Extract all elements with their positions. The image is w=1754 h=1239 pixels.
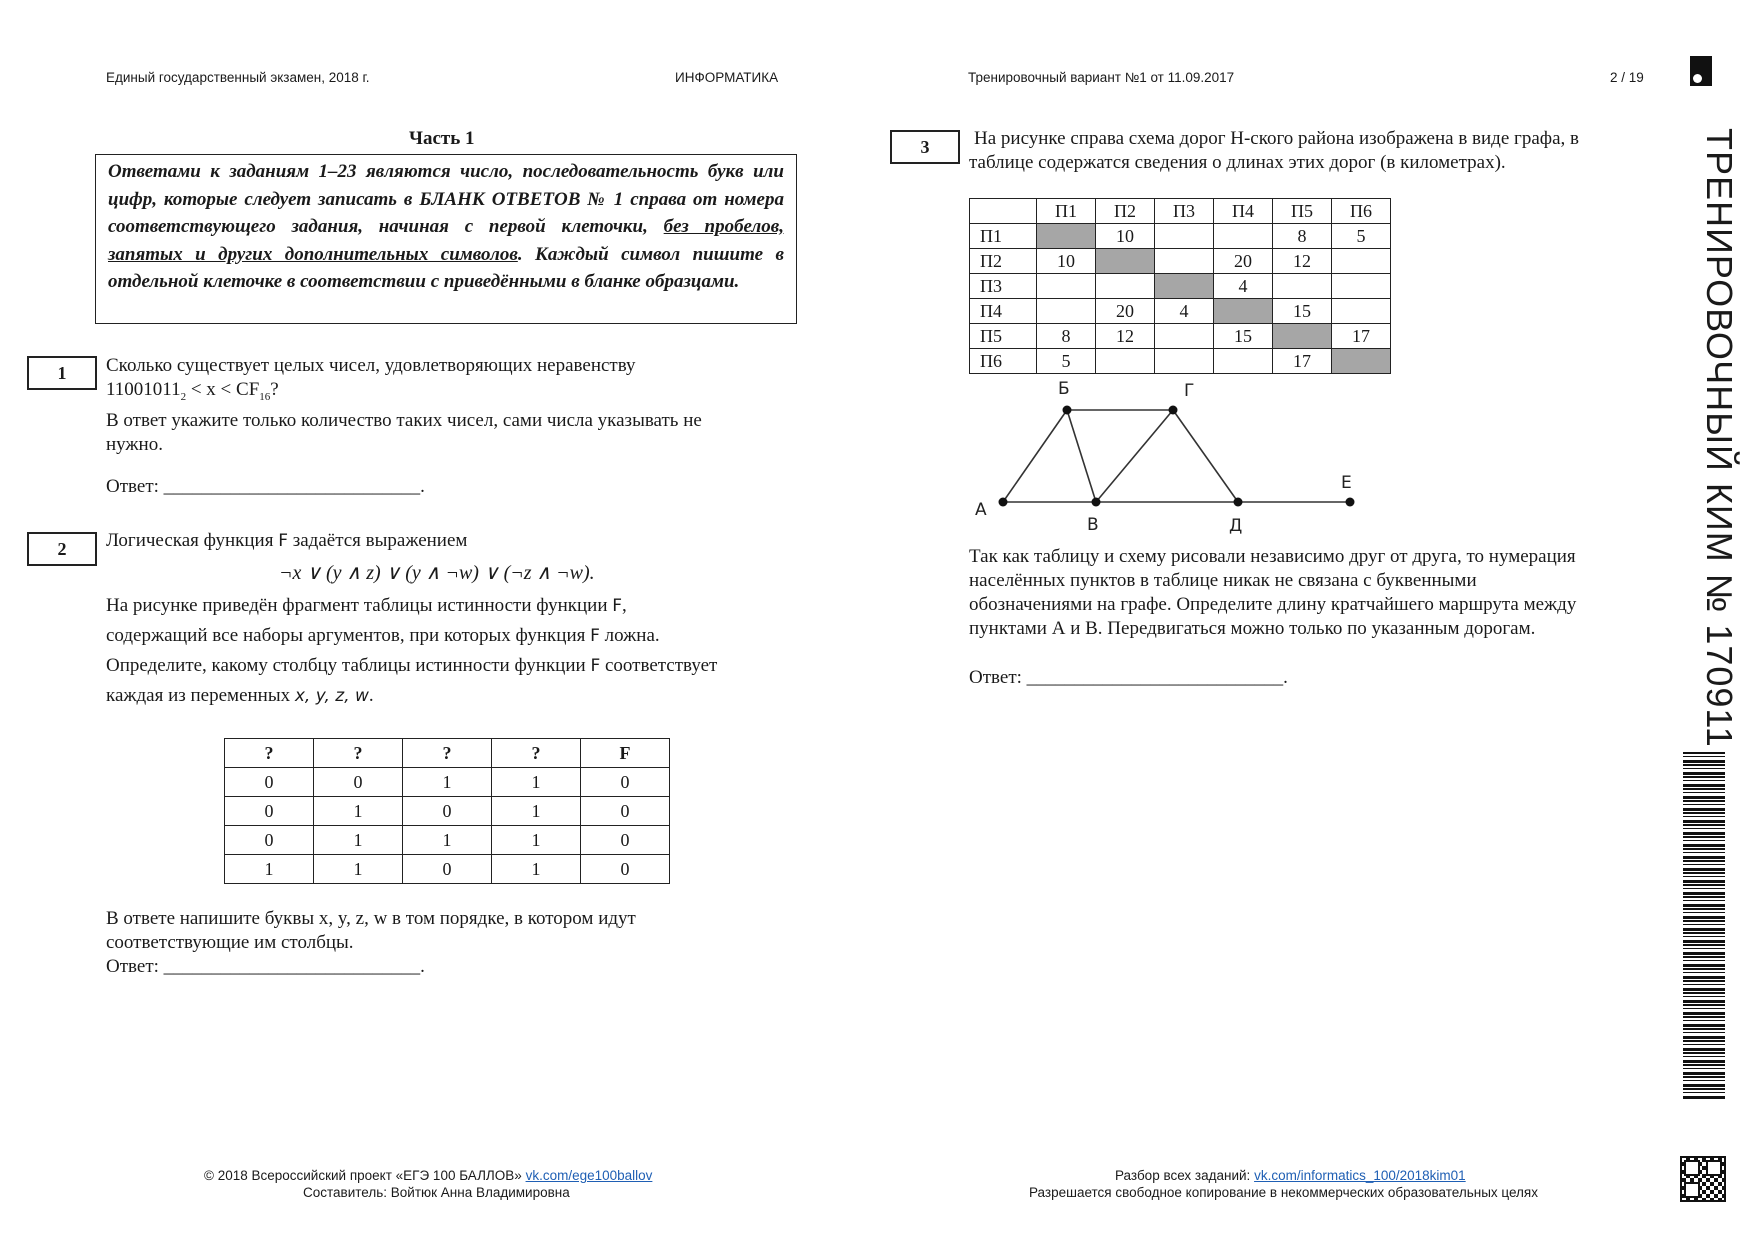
- truth-cell: 1: [492, 768, 581, 797]
- distance-cell: [1273, 274, 1332, 299]
- node-b: [1063, 406, 1072, 415]
- distance-cell: 17: [1332, 324, 1391, 349]
- task-number-box-2: 2: [27, 532, 97, 566]
- distance-row-label: П1: [970, 224, 1037, 249]
- task2-after-text: [106, 907, 636, 979]
- truth-table-row: [225, 797, 670, 826]
- distance-cell: 8: [1037, 324, 1096, 349]
- task-number-box-1: 1: [27, 356, 97, 390]
- task1-line1: Сколько существует целых чисел, удовлетворяющих неравенству: [106, 355, 636, 376]
- node-v: [1092, 498, 1101, 507]
- distance-table-row: [970, 249, 1391, 274]
- distance-header-cell: П1: [1037, 199, 1096, 224]
- corner-marker-icon: [1690, 56, 1712, 86]
- truth-cell: 1: [314, 855, 403, 884]
- task2-after2: соответствующие им столбцы.: [106, 932, 354, 953]
- distance-header-cell: П6: [1332, 199, 1391, 224]
- distance-row-label: П4: [970, 299, 1037, 324]
- distance-cell: [1332, 249, 1391, 274]
- task2-p3-a: Определите, какому столбцу таблицы истинности функции: [106, 655, 591, 676]
- truth-header-cell: ?: [314, 739, 403, 768]
- distance-cell: [1037, 274, 1096, 299]
- truth-table-row: [225, 855, 670, 884]
- task2-formula: ¬x ∨ (y ∧ z) ∨ (y ∧ ¬w) ∨ (¬z ∧ ¬w).: [279, 562, 595, 584]
- distance-header-cell: П4: [1214, 199, 1273, 224]
- footer-link-informatics[interactable]: vk.com/informatics_100/2018kim01: [1254, 1168, 1466, 1183]
- task1-line4: нужно.: [106, 433, 163, 455]
- distance-cell: 20: [1096, 299, 1155, 324]
- distance-cell: 17: [1273, 349, 1332, 374]
- distance-table-row: [970, 324, 1391, 349]
- task2-intro-f: F: [278, 531, 288, 551]
- distance-table-row: [970, 274, 1391, 299]
- task3-line2: таблице содержатся сведения о длинах этих дорог (в километрах).: [969, 152, 1506, 173]
- edge-g-d: [1173, 410, 1238, 502]
- distance-cell: [1037, 299, 1096, 324]
- header-page-number: 2 / 19: [1610, 70, 1644, 85]
- distance-row-label: П6: [970, 349, 1037, 374]
- footer-analysis-text: Разбор всех заданий:: [1115, 1168, 1255, 1183]
- distance-cell: 10: [1096, 224, 1155, 249]
- ineq-base-2: 2: [180, 390, 187, 403]
- task3-text2: населённых пунктов в таблице никак не связана с буквенными: [969, 570, 1477, 591]
- footer-author: Составитель: Войтюк Анна Владимировна: [303, 1185, 570, 1200]
- edge-v-g: [1096, 410, 1173, 502]
- truth-cell: 1: [403, 768, 492, 797]
- instructions-text-a: Ответами к заданиям 1–23 являются число, последовательность букв или цифр, которые следует записать в БЛАНК ОТВЕТОВ № 1 справа от номера соответствующего задания, начиная с первой клеточки,: [108, 161, 784, 237]
- task2-intro-a: Логическая функция: [106, 530, 279, 551]
- distance-header-cell: [970, 199, 1037, 224]
- task2-p4-a: каждая из переменных: [106, 685, 295, 706]
- distance-cell: 12: [1273, 249, 1332, 274]
- task2-p3: [106, 651, 806, 681]
- task3-text4: пунктами А и В. Передвигаться можно только по указанным дорогам.: [969, 618, 1536, 639]
- task2-p1-b: ,: [622, 595, 627, 616]
- task1-line3: В ответ укажите только количество таких чисел, сами числа указывать не: [106, 409, 702, 431]
- task3-answer-line[interactable]: Ответ: ___________________________.: [969, 667, 1288, 688]
- task2-after1: В ответе напишите буквы x, y, z, w в том порядке, в котором идут: [106, 908, 636, 929]
- task3-intro: [969, 127, 1579, 175]
- distance-cell: 12: [1096, 324, 1155, 349]
- distance-cell: [1155, 224, 1214, 249]
- truth-cell: 0: [581, 855, 670, 884]
- distance-header-cell: П3: [1155, 199, 1214, 224]
- task3-text1: Так как таблицу и схему рисовали независимо друг от друга, то нумерация: [969, 546, 1576, 567]
- task1-inequality: [106, 378, 806, 409]
- distance-cell: 4: [1155, 299, 1214, 324]
- distance-cell: [1332, 274, 1391, 299]
- task2-intro-b: задаётся выражением: [287, 530, 468, 551]
- task2-p1-a: На рисунке приведён фрагмент таблицы истинности функции: [106, 595, 613, 616]
- distance-cell: 5: [1332, 224, 1391, 249]
- distance-cell: 20: [1214, 249, 1273, 274]
- instructions-text-underlined: без пробелов, запятых и других дополнительных символов: [108, 216, 784, 265]
- truth-cell: 0: [581, 826, 670, 855]
- task2-p4-b: .: [368, 685, 374, 706]
- distance-table: [969, 198, 1391, 374]
- distance-cell-shaded: [1037, 224, 1096, 249]
- node-e: [1346, 498, 1355, 507]
- distance-table-header: [970, 199, 1391, 224]
- truth-cell: 1: [492, 826, 581, 855]
- truth-header-cell: F: [581, 739, 670, 768]
- truth-header-cell: ?: [492, 739, 581, 768]
- node-a: [999, 498, 1008, 507]
- distance-cell: [1155, 324, 1214, 349]
- distance-cell: 15: [1273, 299, 1332, 324]
- distance-cell: 10: [1037, 249, 1096, 274]
- truth-cell: 0: [581, 797, 670, 826]
- task2-p2: [106, 621, 806, 651]
- task2-p2-f: F: [590, 626, 600, 646]
- truth-cell: 1: [492, 855, 581, 884]
- barcode-icon: [1683, 752, 1725, 1100]
- task2-p2-b: ложна.: [599, 625, 660, 646]
- task2-p3-f: F: [590, 656, 601, 676]
- distance-cell: 5: [1037, 349, 1096, 374]
- footer-analysis: [1115, 1168, 1466, 1183]
- vertical-kim-title: ТРЕНИРОВОЧНЫЙ КИМ № 170911: [1699, 128, 1740, 748]
- truth-cell: 0: [403, 797, 492, 826]
- ineq-middle: < x < CF: [186, 379, 260, 400]
- task2-p4: [106, 681, 806, 711]
- distance-header-cell: П5: [1273, 199, 1332, 224]
- edge-a-b: [1003, 410, 1067, 502]
- distance-cell: [1332, 299, 1391, 324]
- task-number-box-3: 3: [890, 130, 960, 164]
- distance-table-row: [970, 299, 1391, 324]
- truth-header-cell: ?: [403, 739, 492, 768]
- header-variant: Тренировочный вариант №1 от 11.09.2017: [968, 70, 1235, 85]
- label-g: Г: [1184, 381, 1195, 401]
- label-e: Е: [1341, 473, 1352, 493]
- distance-cell: [1096, 274, 1155, 299]
- instructions-text-b: . Каждый символ пишите в отдельной клеточке в соответствии с приведёнными в бланке образцами.: [108, 243, 784, 292]
- footer-copyright-text: © 2018 Всероссийский проект «ЕГЭ 100 БАЛЛОВ»: [204, 1168, 526, 1183]
- task2-p1: [106, 591, 806, 621]
- distance-cell: 8: [1273, 224, 1332, 249]
- label-d: Д: [1229, 516, 1243, 536]
- task3-explanation: [969, 545, 1576, 641]
- distance-cell-shaded: [1155, 274, 1214, 299]
- header-exam: Единый государственный экзамен, 2018 г.: [106, 70, 370, 85]
- task2-p3-b: соответствует: [600, 655, 718, 676]
- distance-row-label: П5: [970, 324, 1037, 349]
- instructions-box: [95, 154, 797, 324]
- distance-cell: [1214, 224, 1273, 249]
- truth-cell: 0: [314, 768, 403, 797]
- node-d: [1234, 498, 1243, 507]
- distance-cell: 15: [1214, 324, 1273, 349]
- truth-table-row: [225, 826, 670, 855]
- truth-cell: 0: [403, 855, 492, 884]
- truth-cell: 0: [225, 797, 314, 826]
- truth-cell: 1: [225, 855, 314, 884]
- truth-cell: 1: [403, 826, 492, 855]
- truth-cell: 1: [314, 797, 403, 826]
- task3-text3: обозначениями на графе. Определите длину кратчайшего маршрута между: [969, 594, 1577, 615]
- truth-cell: 0: [225, 826, 314, 855]
- truth-cell: 1: [314, 826, 403, 855]
- qr-code-icon[interactable]: [1680, 1156, 1726, 1202]
- task3-line1: На рисунке справа схема дорог Н-ского района изображена в виде графа, в: [974, 128, 1579, 149]
- truth-cell: 0: [225, 768, 314, 797]
- label-v: В: [1087, 515, 1099, 535]
- distance-table-row: [970, 224, 1391, 249]
- label-b: Б: [1058, 379, 1070, 399]
- header-subject: ИНФОРМАТИКА: [675, 70, 779, 85]
- part-title: Часть 1: [409, 128, 475, 149]
- road-graph: [960, 370, 1370, 540]
- distance-cell-shaded: [1273, 324, 1332, 349]
- task2-p1-f: F: [612, 596, 623, 616]
- distance-row-label: П3: [970, 274, 1037, 299]
- ineq-end: ?: [270, 379, 279, 400]
- task1-answer-line[interactable]: Ответ: ___________________________.: [106, 476, 425, 497]
- task2-description: [106, 591, 806, 711]
- truth-header-cell: ?: [225, 739, 314, 768]
- truth-table-row: [225, 768, 670, 797]
- distance-cell-shaded: [1214, 299, 1273, 324]
- node-g: [1169, 406, 1178, 415]
- truth-table-header: [225, 739, 670, 768]
- truth-table: [224, 738, 670, 884]
- distance-cell: [1155, 249, 1214, 274]
- distance-cell: 4: [1214, 274, 1273, 299]
- ineq-base-16: 16: [259, 390, 271, 403]
- distance-header-cell: П2: [1096, 199, 1155, 224]
- footer-link-ege100[interactable]: vk.com/ege100ballov: [525, 1168, 653, 1183]
- footer-copy-permission: Разрешается свободное копирование в некоммерческих образовательных целях: [1029, 1185, 1538, 1200]
- label-a: А: [975, 500, 987, 520]
- distance-cell-shaded: [1096, 249, 1155, 274]
- truth-cell: 1: [492, 797, 581, 826]
- task2-p2-a: содержащий все наборы аргументов, при которых функция: [106, 625, 591, 646]
- distance-row-label: П2: [970, 249, 1037, 274]
- task2-answer-line[interactable]: Ответ: ___________________________.: [106, 956, 425, 977]
- ineq-binary: 11001011: [106, 379, 181, 400]
- task1-text: [106, 354, 806, 457]
- task2-p4-vars: x, y, z, w: [294, 686, 369, 706]
- footer-copyright: [204, 1168, 652, 1183]
- truth-cell: 0: [581, 768, 670, 797]
- edge-b-v: [1067, 410, 1096, 502]
- task2-intro: [106, 529, 467, 553]
